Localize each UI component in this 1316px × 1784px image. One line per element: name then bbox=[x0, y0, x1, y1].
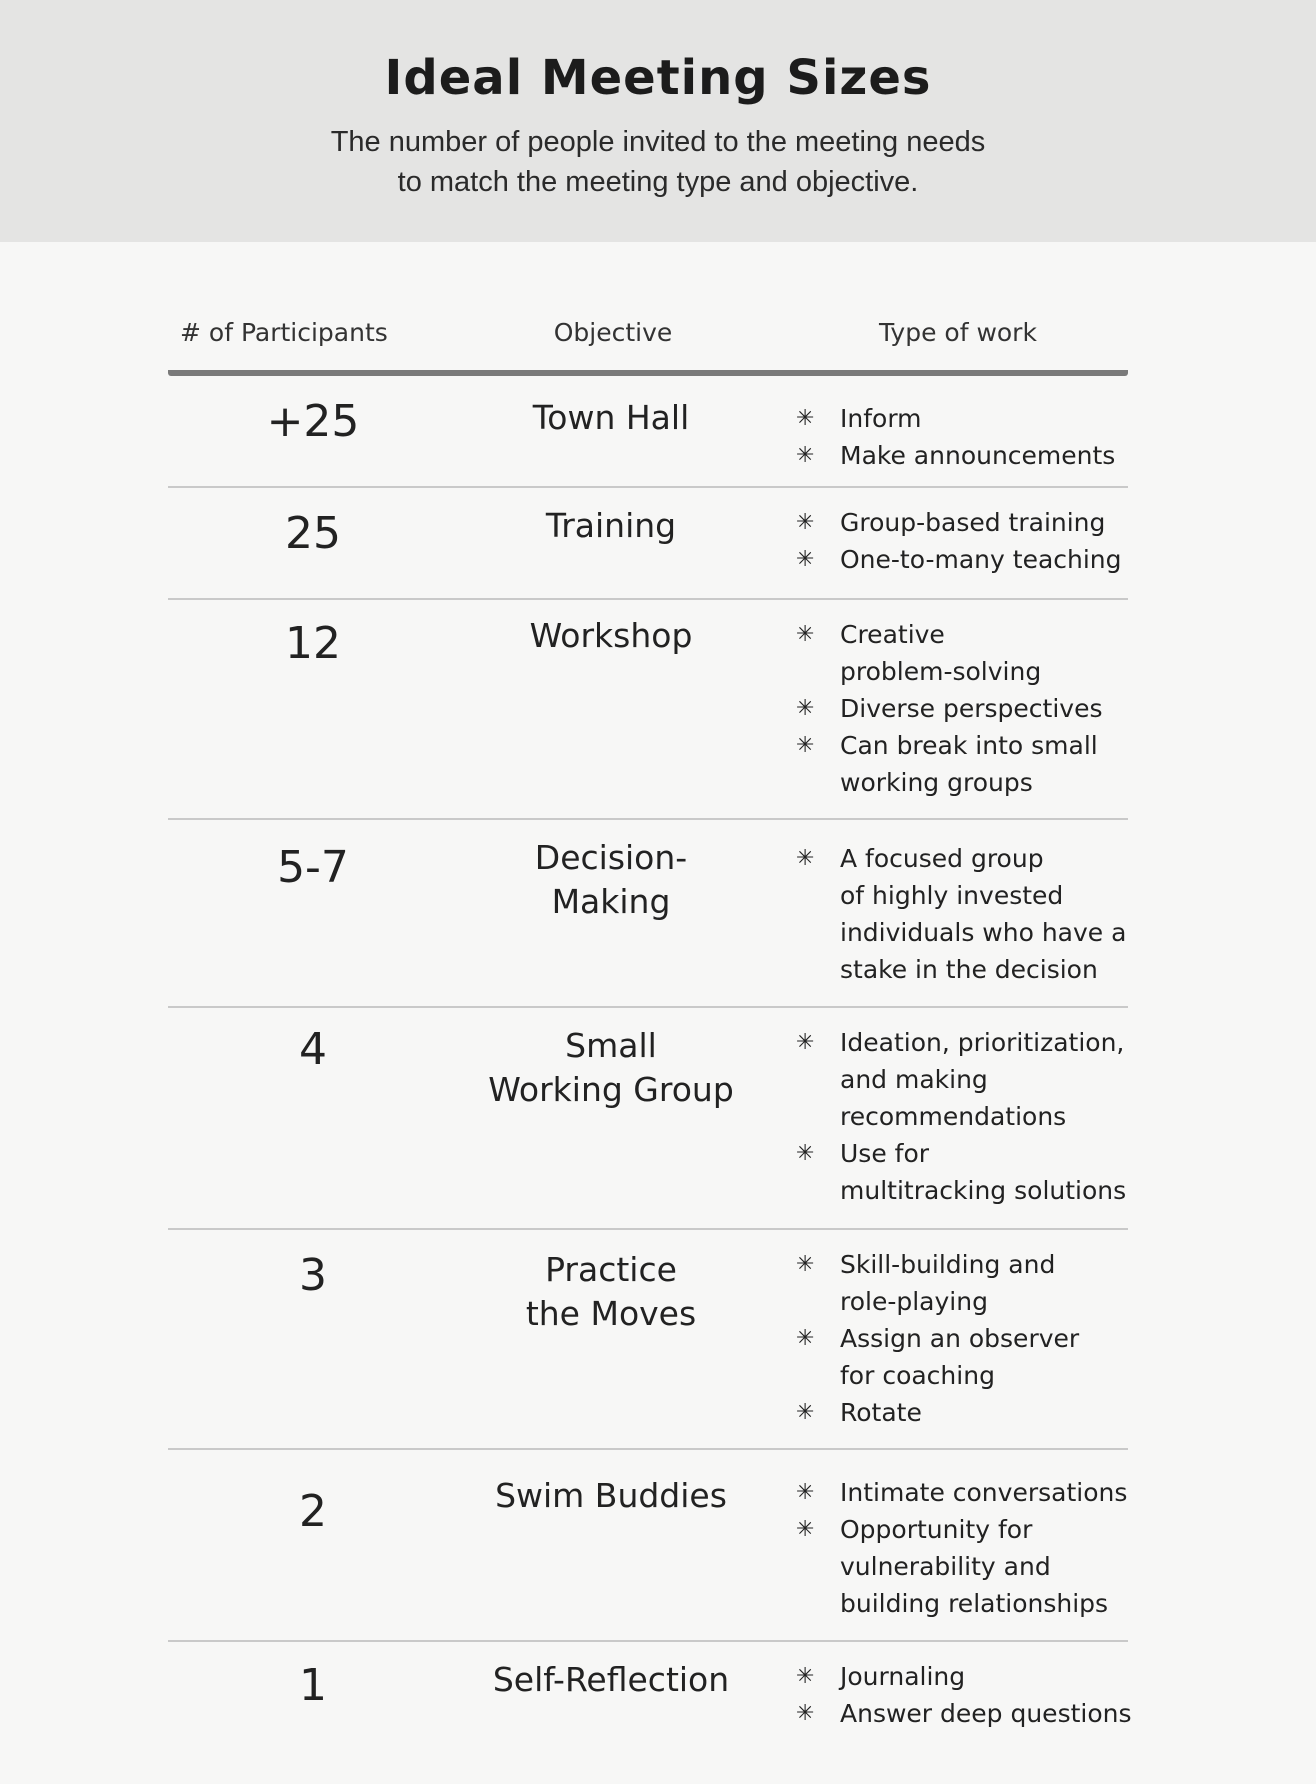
work-bullet-item bbox=[796, 616, 1136, 690]
work-line: of highly invested bbox=[840, 881, 1064, 910]
work-line: and making bbox=[840, 1065, 988, 1094]
table-row bbox=[168, 1230, 1128, 1450]
type-of-work-list bbox=[796, 1024, 1136, 1209]
work-line: Opportunity for bbox=[840, 1515, 1033, 1544]
work-line: Inform bbox=[840, 404, 922, 433]
meeting-objective bbox=[461, 836, 761, 924]
column-header-type-of-work: Type of work bbox=[879, 318, 1037, 347]
work-line: Assign an observer bbox=[840, 1324, 1080, 1353]
column-headers bbox=[168, 318, 1128, 376]
work-bullet-item bbox=[796, 541, 1136, 578]
meeting-objective bbox=[461, 396, 761, 440]
meeting-objective bbox=[461, 1248, 761, 1336]
work-line: recommendations bbox=[840, 1102, 1067, 1131]
objective-line: Decision- bbox=[534, 838, 688, 877]
meeting-objective bbox=[461, 614, 761, 658]
asterisk-icon: ✳ bbox=[796, 547, 815, 572]
work-line: Use for bbox=[840, 1139, 930, 1168]
objective-line: the Moves bbox=[525, 1294, 697, 1333]
work-bullet-item bbox=[796, 1394, 1136, 1431]
work-bullet-item bbox=[796, 1695, 1136, 1732]
work-bullet-item bbox=[796, 1246, 1136, 1320]
type-of-work-list bbox=[796, 504, 1136, 578]
table-row bbox=[168, 600, 1128, 820]
type-of-work-list bbox=[796, 400, 1136, 474]
objective-line: Practice bbox=[545, 1250, 677, 1289]
objective-line: Training bbox=[545, 506, 677, 545]
work-bullet-item bbox=[796, 1135, 1136, 1209]
work-line: A focused group bbox=[840, 844, 1044, 873]
work-bullet-item bbox=[796, 840, 1136, 988]
asterisk-icon: ✳ bbox=[796, 1664, 815, 1689]
table-row bbox=[168, 1008, 1128, 1230]
work-bullet-item bbox=[796, 1511, 1136, 1622]
participant-count: 12 bbox=[285, 618, 341, 669]
asterisk-icon: ✳ bbox=[796, 622, 815, 647]
work-line: Answer deep questions bbox=[840, 1699, 1132, 1728]
participant-count: 5-7 bbox=[277, 842, 349, 893]
work-line: role-playing bbox=[840, 1287, 988, 1316]
asterisk-icon: ✳ bbox=[796, 443, 815, 468]
objective-line: Making bbox=[551, 882, 671, 921]
work-line: building relationships bbox=[840, 1589, 1109, 1618]
type-of-work-list bbox=[796, 1246, 1136, 1431]
meeting-objective bbox=[461, 504, 761, 548]
meeting-size-table bbox=[168, 318, 1132, 1742]
work-line: Group-based training bbox=[840, 508, 1106, 537]
column-header-objective: Objective bbox=[553, 318, 673, 347]
participant-count: 25 bbox=[285, 508, 341, 559]
type-of-work-list bbox=[796, 616, 1136, 801]
participant-count: 4 bbox=[299, 1024, 327, 1075]
asterisk-icon: ✳ bbox=[796, 406, 815, 431]
objective-line: Working Group bbox=[488, 1070, 734, 1109]
page-title: Ideal Meeting Sizes bbox=[384, 50, 932, 106]
asterisk-icon: ✳ bbox=[796, 1141, 815, 1166]
type-of-work-list bbox=[796, 1474, 1136, 1622]
participant-count: 1 bbox=[299, 1660, 327, 1711]
asterisk-icon: ✳ bbox=[796, 1517, 815, 1542]
asterisk-icon: ✳ bbox=[796, 846, 815, 871]
table-row bbox=[168, 488, 1128, 600]
participant-count: +25 bbox=[266, 396, 360, 447]
work-bullet-item bbox=[796, 504, 1136, 541]
work-line: Diverse perspectives bbox=[840, 694, 1103, 723]
work-bullet-item bbox=[796, 1474, 1136, 1511]
objective-line: Town Hall bbox=[532, 398, 690, 437]
subtitle-line-1: The number of people invited to the meeting needs bbox=[330, 126, 986, 158]
objective-line: Workshop bbox=[529, 616, 693, 655]
work-bullet-item bbox=[796, 727, 1136, 801]
asterisk-icon: ✳ bbox=[796, 696, 815, 721]
work-bullet-item bbox=[796, 400, 1136, 437]
work-line: multitracking solutions bbox=[840, 1176, 1127, 1205]
work-line: One-to-many teaching bbox=[840, 545, 1122, 574]
objective-line: Swim Buddies bbox=[495, 1476, 727, 1515]
work-bullet-item bbox=[796, 1320, 1136, 1394]
meeting-objective bbox=[461, 1658, 761, 1702]
work-bullet-item bbox=[796, 1024, 1136, 1135]
type-of-work-list bbox=[796, 1658, 1136, 1732]
work-bullet-item bbox=[796, 1658, 1136, 1695]
asterisk-icon: ✳ bbox=[796, 1701, 815, 1726]
header-banner bbox=[0, 0, 1316, 242]
work-line: Can break into small bbox=[840, 731, 1098, 760]
work-line: Make announcements bbox=[840, 441, 1116, 470]
work-bullet-item bbox=[796, 690, 1136, 727]
work-line: individuals who have a bbox=[840, 918, 1127, 947]
objective-line: Small bbox=[565, 1026, 657, 1065]
table-row bbox=[168, 1450, 1128, 1642]
subtitle-line-2: to match the meeting type and objective. bbox=[397, 166, 919, 198]
work-line: Ideation, prioritization, bbox=[840, 1028, 1125, 1057]
asterisk-icon: ✳ bbox=[796, 1252, 815, 1277]
column-header-participants: # of Participants bbox=[180, 318, 388, 347]
work-line: problem-solving bbox=[840, 657, 1042, 686]
table-body bbox=[168, 376, 1132, 1742]
work-line: Intimate conversations bbox=[840, 1478, 1128, 1507]
participant-count: 3 bbox=[299, 1250, 327, 1301]
asterisk-icon: ✳ bbox=[796, 510, 815, 535]
type-of-work-list bbox=[796, 840, 1136, 988]
page-subtitle bbox=[0, 122, 1316, 202]
asterisk-icon: ✳ bbox=[796, 733, 815, 758]
work-line: Skill-building and bbox=[840, 1250, 1056, 1279]
asterisk-icon: ✳ bbox=[796, 1480, 815, 1505]
work-line: vulnerability and bbox=[840, 1552, 1051, 1581]
work-line: Journaling bbox=[840, 1662, 966, 1691]
objective-line: Self-Reflection bbox=[492, 1660, 730, 1699]
asterisk-icon: ✳ bbox=[796, 1400, 815, 1425]
meeting-objective bbox=[461, 1024, 761, 1112]
work-line: Rotate bbox=[840, 1398, 922, 1427]
meeting-objective bbox=[461, 1474, 761, 1518]
work-line: Creative bbox=[840, 620, 945, 649]
participant-count: 2 bbox=[299, 1486, 327, 1537]
work-line: for coaching bbox=[840, 1361, 995, 1390]
table-row bbox=[168, 1642, 1132, 1742]
table-row bbox=[168, 820, 1128, 1008]
work-line: working groups bbox=[840, 768, 1033, 797]
work-bullet-item bbox=[796, 437, 1136, 474]
asterisk-icon: ✳ bbox=[796, 1030, 815, 1055]
work-line: stake in the decision bbox=[840, 955, 1098, 984]
asterisk-icon: ✳ bbox=[796, 1326, 815, 1351]
table-row bbox=[168, 376, 1128, 488]
